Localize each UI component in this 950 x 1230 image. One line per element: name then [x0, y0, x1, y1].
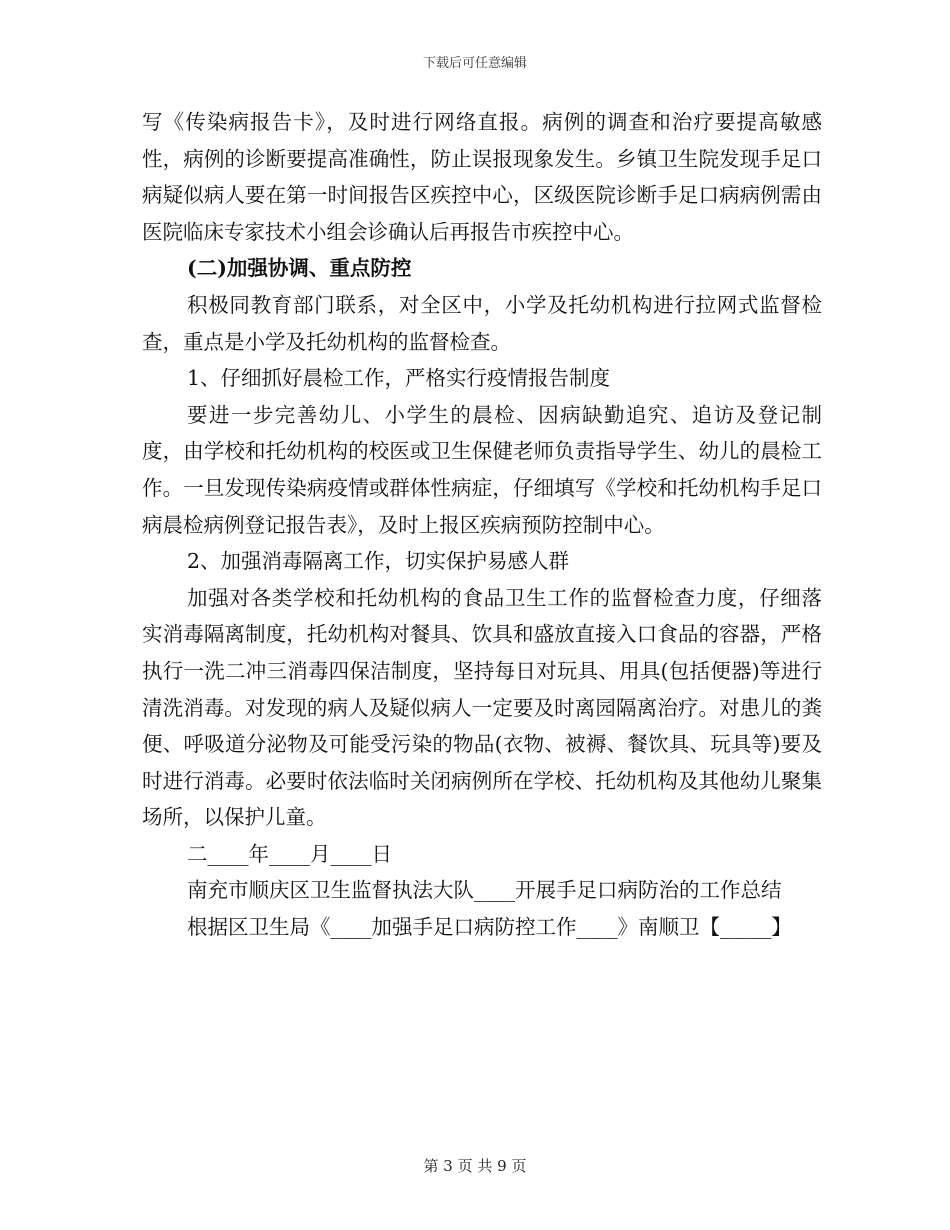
document-body	[142, 104, 822, 946]
paragraph-report-card: 写《传染病报告卡》，及时进行网络直报。病例的调查和治疗要提高敏感性，病例的诊断要提高准确性，防止误报现象发生。乡镇卫生院发现手足口病疑似病人要在第一时间报告区疾控中心，区级医院诊断手足口病病例需由医院临床专家技术小组会诊确认后再报告市疾控中心。	[142, 110, 822, 244]
paragraph-education-liaison: 积极同教育部门联系，对全区中，小学及托幼机构进行拉网式监督检查，重点是小学及托幼机构的监督检查。	[142, 292, 822, 354]
paragraph-morning-check: 要进一步完善幼儿、小学生的晨检、因病缺勤追究、追访及登记制度，由学校和托幼机构的校医或卫生保健老师负责指导学生、幼儿的晨检工作。一旦发现传染病疫情或群体性病症，仔细填写《学校和托幼机构手足口病晨检病例登记报告表》，及时上报区疾病预防控制中心。	[142, 402, 822, 537]
paragraph-reference: 根据区卫生局《____加强手足口病防控工作____》南顺卫【_____】	[187, 915, 792, 940]
paragraph-disinfection: 加强对各类学校和托幼机构的食品卫生工作的监督检查力度，仔细落实消毒隔离制度，托幼机构对餐具、饮具和盛放直接入口食品的容器，严格执行一洗二冲三消毒四保洁制度，坚持每日对玩具、用具(包括便器)等进行清洗消毒。对发现的病人及疑似病人一定要及时离园隔离治疗。对患儿的粪便、呼吸道分泌物及可能受污染的物品(衣物、被褥、餐饮具、玩具等)要及时进行消毒。必要时依法临时关闭病例所在学校、托幼机构及其他幼儿聚集场所，以保护儿童。	[142, 585, 822, 830]
section-heading-coordination: (二)加强协调、重点防控	[187, 256, 412, 281]
date-line: 二____年____月____日	[187, 841, 392, 866]
page-footer: 第 3 页 共 9 页	[423, 1157, 527, 1175]
paragraph-summary-title: 南充市顺庆区卫生监督执法大队____开展手足口病防治的工作总结	[187, 878, 782, 903]
subheading-disinfection: 2、加强消毒隔离工作，切实保护易感人群	[187, 549, 570, 574]
subheading-morning-check: 1、仔细抓好晨检工作，严格实行疫情报告制度	[187, 366, 611, 391]
page-header: 下载后可任意编辑	[422, 56, 527, 71]
